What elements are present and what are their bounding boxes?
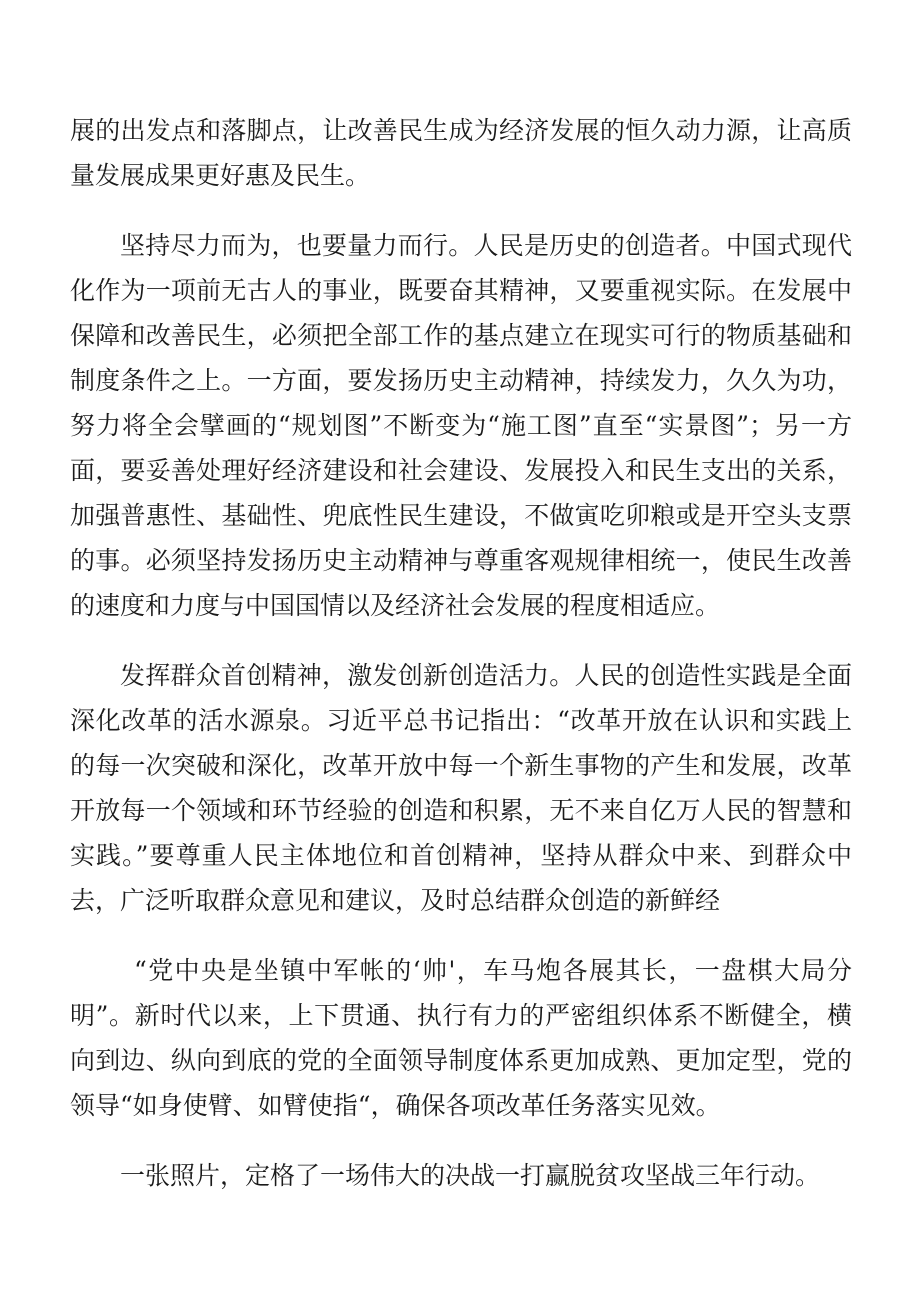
paragraph-3: 发挥群众首创精神，激发创新创造活力。人民的创造性实践是全面深化改革的活水源泉。习近平总书记指出：“改革开放在认识和实践上的每一次突破和深化，改革开放中每一个新生事物的产生和发展，改革开放每一个领域和环节经验的创造和积累，无不来自亿万人民的智慧和实践。”要尊重人民主体地位和首创精神，坚持从群众中来、到群众中去，广泛听取群众意见和建议，及时总结群众创造的新鲜经	[70, 661, 852, 915]
paragraph-1: 展的出发点和落脚点，让改善民生成为经济发展的恒久动力源，让高质量发展成果更好惠及民生。	[70, 116, 852, 190]
paragraph-5: 一张照片，定格了一场伟大的决战一打赢脱贫攻坚战三年行动。	[120, 1161, 821, 1190]
paragraph-4: “党中央是坐镇中军帐的‘帅'，车马炮各展其长，一盘棋大局分明”。新时代以来，上下贯通、执行有力的严密组织体系不断健全，横向到边、纵向到底的党的全面领导制度体系更加成熟、更加定型，党的领导“如身使臂、如臂使指“，确保各项改革任务落实见效。	[70, 956, 852, 1120]
document-body	[70, 108, 852, 1198]
paragraph-2: 坚持尽力而为，也要量力而行。人民是历史的创造者。中国式现代化作为一项前无古人的事业，既要奋其精神，又要重视实际。在发展中保障和改善民生，必须把全部工作的基点建立在现实可行的物质基础和制度条件之上。一方面，要发扬历史主动精神，持续发力，久久为功，努力将全会擘画的“规划图”不断变为“施工图”直至“实景图”；另一方面，要妥善处理好经济建设和社会建设、发展投入和民生支出的关系，加强普惠性、基础性、兜底性民生建设，不做寅吃卯粮或是开空头支票的事。必须坚持发扬历史主动精神与尊重客观规律相统一，使民生改善的速度和力度与中国国情以及经济社会发展的程度相适应。	[70, 231, 852, 620]
